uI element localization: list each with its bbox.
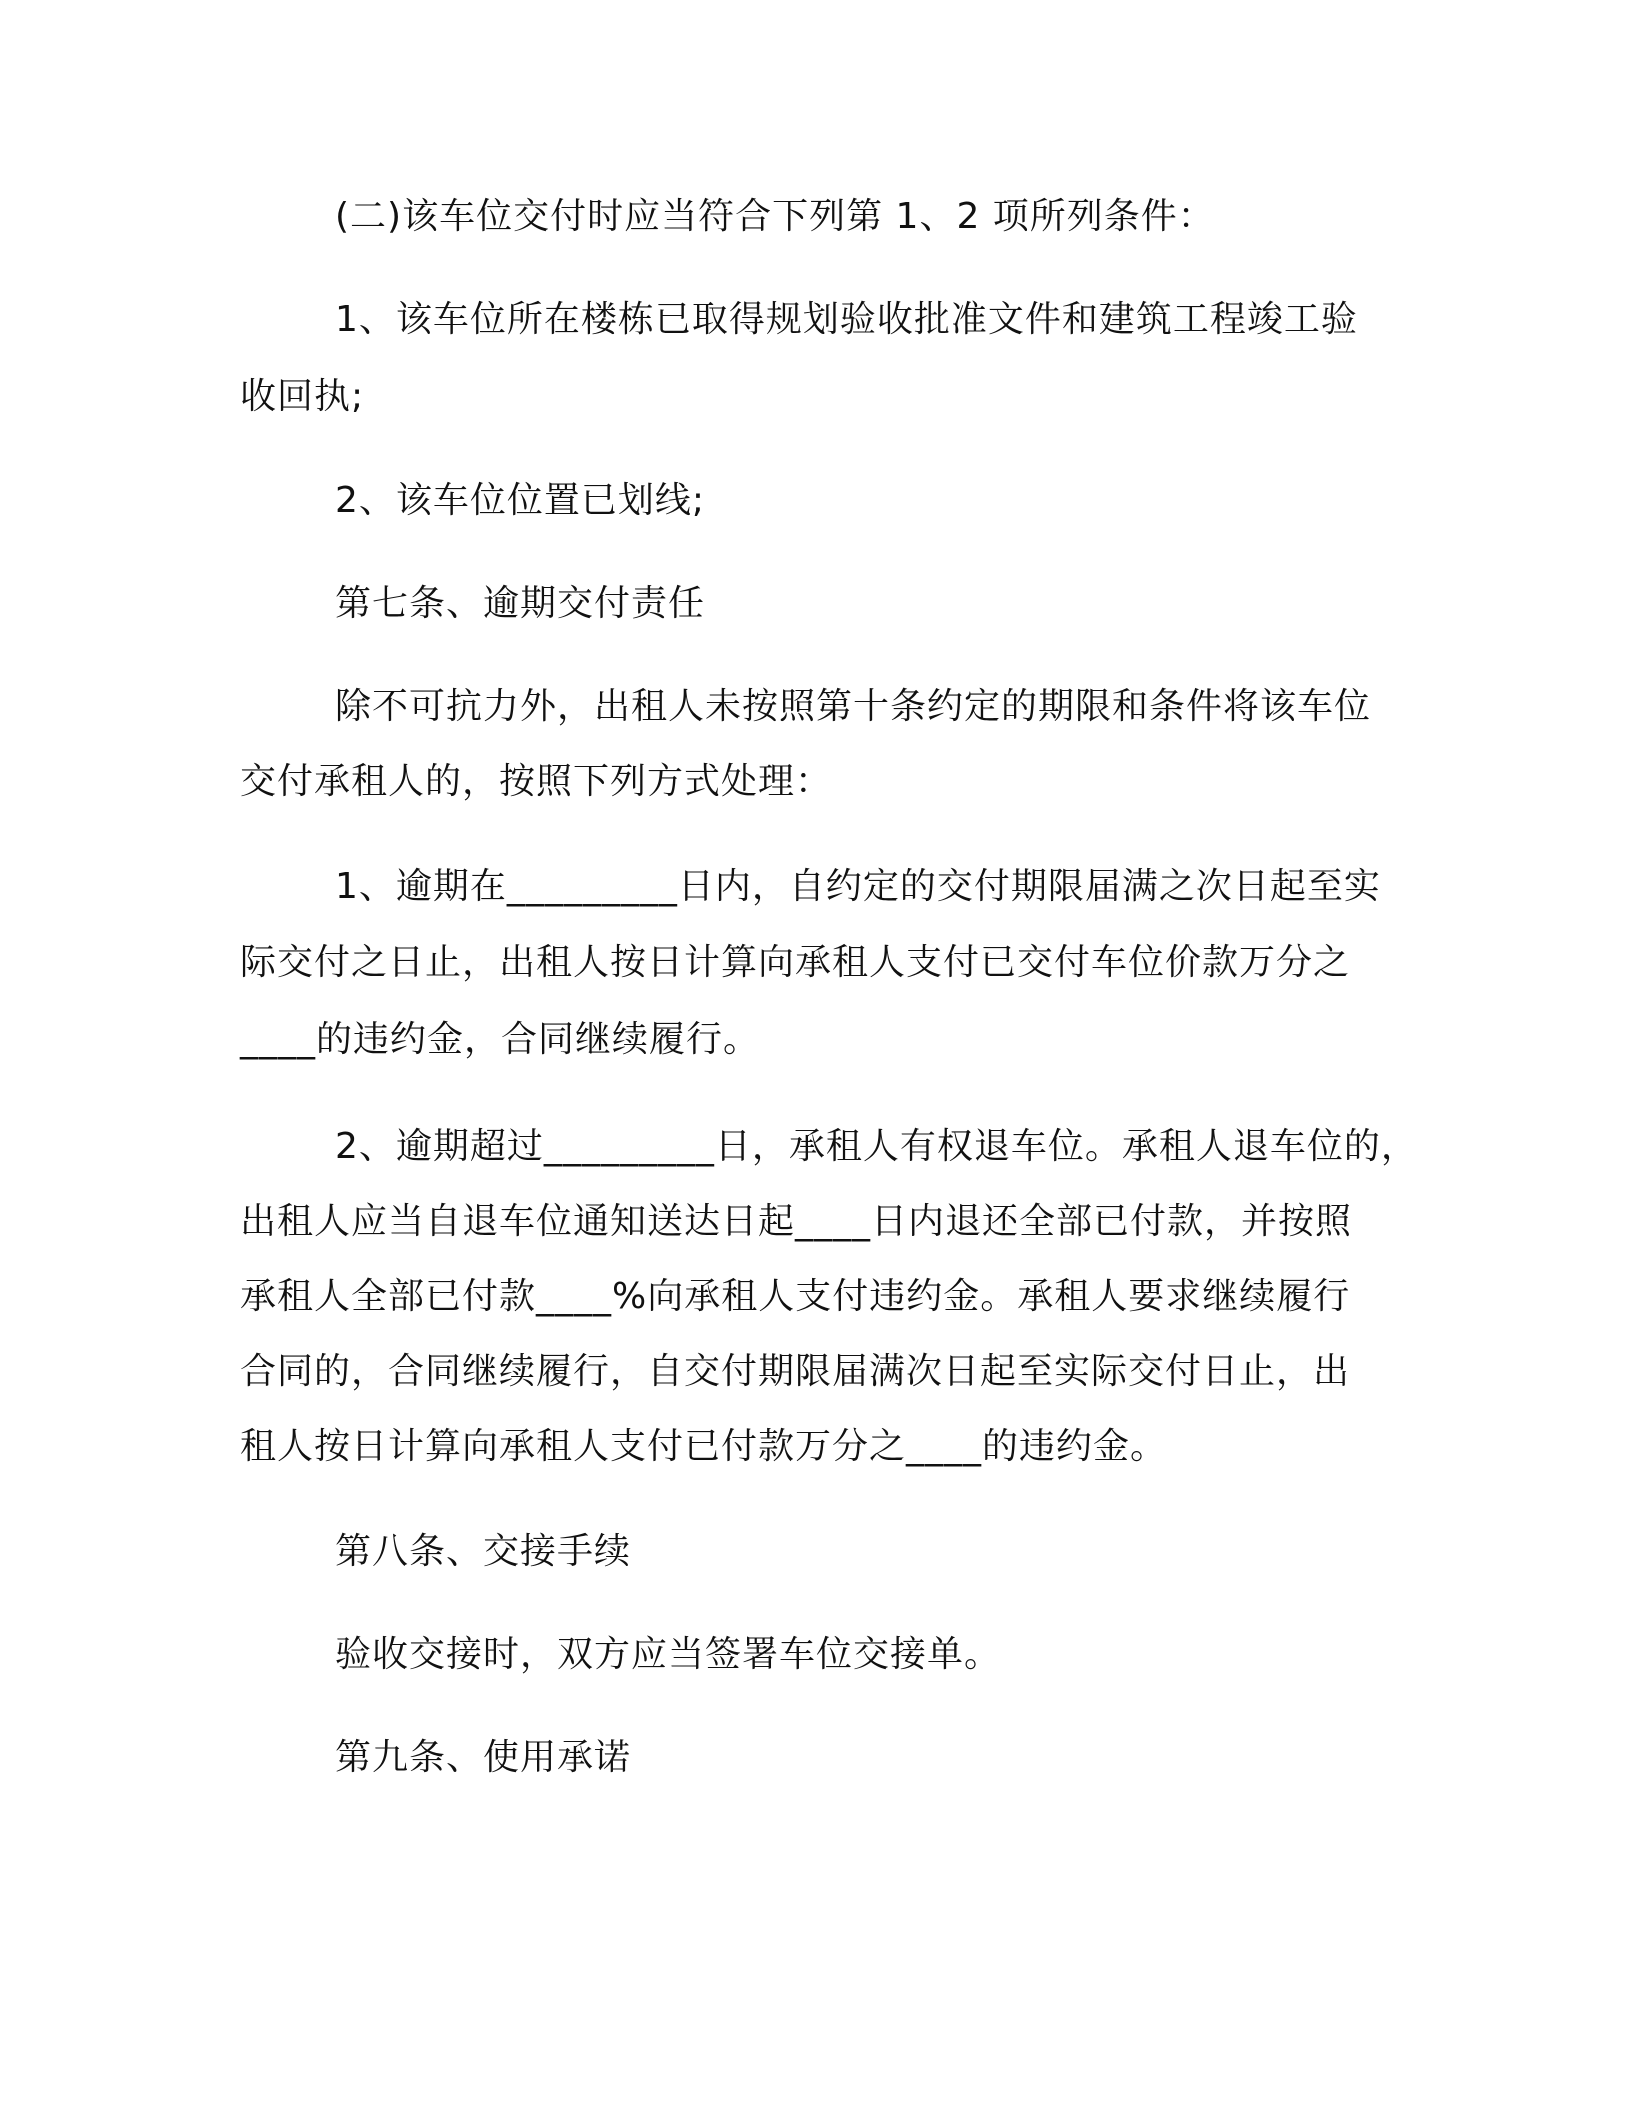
condition-2-line: 2、该车位位置已划线;: [335, 480, 706, 521]
condition-1-line-1: 1、该车位所在楼栋已取得规划验收批准文件和建筑工程竣工验: [335, 299, 1358, 340]
overdue-clause-2-line-3: 承租人全部已付款____%向承租人支付违约金。承租人要求继续履行: [240, 1276, 1351, 1317]
overdue-clause-1-line-3: ____的违约金，合同继续履行。: [240, 1019, 761, 1060]
article-9-heading: 第九条、使用承诺: [335, 1737, 632, 1778]
article-7-intro-line-2: 交付承租人的，按照下列方式处理：: [240, 761, 833, 802]
overdue-clause-1-line-2: 际交付之日止，出租人按日计算向承租人支付已交付车位价款万分之: [240, 942, 1351, 983]
delivery-conditions-heading: (二)该车位交付时应当符合下列第 1、2 项所列条件：: [335, 196, 1215, 237]
article-7-intro-line-1: 除不可抗力外，出租人未按照第十条约定的期限和条件将该车位: [335, 686, 1372, 727]
article-8-heading: 第八条、交接手续: [335, 1531, 632, 1572]
handover-clause: 验收交接时，双方应当签署车位交接单。: [335, 1634, 1002, 1675]
overdue-clause-2-line-1: 2、逾期超过_________日，承租人有权退车位。承租人退车位的，: [335, 1126, 1418, 1167]
overdue-clause-2-line-5: 租人按日计算向承租人支付已付款万分之____的违约金。: [240, 1426, 1168, 1467]
condition-1-line-2: 收回执;: [240, 376, 365, 417]
article-7-heading: 第七条、逾期交付责任: [335, 583, 706, 624]
overdue-clause-2-line-4: 合同的，合同继续履行，自交付期限届满次日起至实际交付日止，出: [240, 1351, 1351, 1392]
overdue-clause-2-line-2: 出租人应当自退车位通知送达日起____日内退还全部已付款，并按照: [240, 1201, 1353, 1242]
overdue-clause-1-line-1: 1、逾期在_________日内，自约定的交付期限届满之次日起至实: [335, 866, 1381, 907]
